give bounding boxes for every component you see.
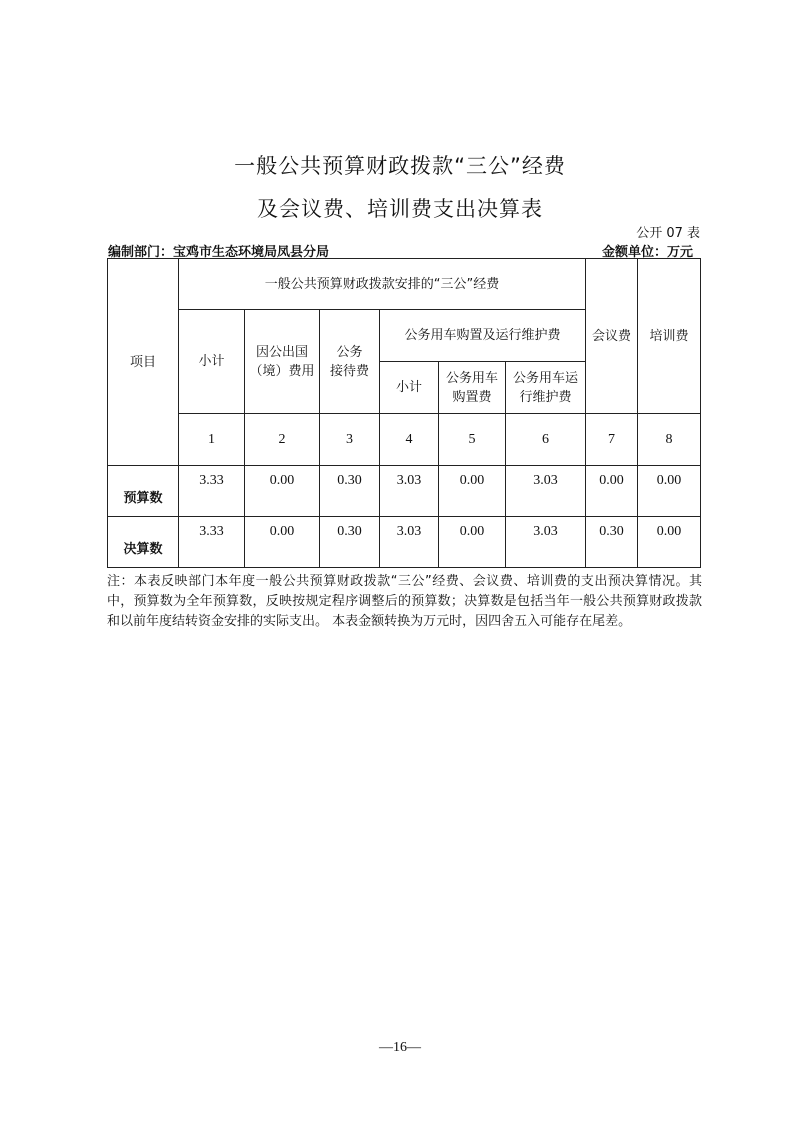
header-reception-line1: 公务 [336, 344, 363, 360]
header-vehicle-purchase-line2: 购置费 [452, 389, 492, 405]
cell-value: 0.00 [245, 517, 320, 568]
header-vehicle-subtotal: 小计 [380, 362, 439, 414]
cell-value: 3.03 [380, 466, 439, 517]
header-reception [320, 310, 380, 414]
cell-value: 3.33 [179, 466, 245, 517]
department-label: 编制部门：宝鸡市生态环境局凤县分局 [108, 245, 330, 260]
header-abroad [245, 310, 320, 414]
table-code: 公开 07 表 [636, 226, 700, 241]
cell-value: 0.00 [439, 466, 506, 517]
cell-value: 0.30 [586, 517, 638, 568]
column-index: 8 [638, 414, 701, 466]
table-row-final [108, 517, 701, 568]
header-abroad-line1: 因公出国 [255, 344, 308, 360]
header-vehicle-purchase [439, 362, 506, 414]
cell-value: 3.03 [506, 466, 586, 517]
document-title-line2: 及会议费、培训费支出决算表 [257, 197, 543, 221]
cell-value: 3.33 [179, 517, 245, 568]
unit-label: 金额单位：万元 [601, 245, 693, 260]
column-index: 1 [179, 414, 245, 466]
column-index: 5 [439, 414, 506, 466]
column-index: 3 [320, 414, 380, 466]
header-three-public-group: 一般公共预算财政拨款安排的“三公”经费 [179, 259, 586, 310]
expenditure-table [107, 258, 701, 568]
column-index: 2 [245, 414, 320, 466]
table-row-budget [108, 466, 701, 517]
column-index: 4 [380, 414, 439, 466]
cell-value: 0.30 [320, 466, 380, 517]
header-vehicle-purchase-line1: 公务用车 [445, 370, 498, 386]
cell-value: 0.00 [586, 466, 638, 517]
row-label: 决算数 [108, 517, 179, 568]
document-title-line1: 一般公共预算财政拨款“三公”经费 [234, 154, 566, 178]
header-training: 培训费 [638, 259, 701, 414]
cell-value: 3.03 [380, 517, 439, 568]
header-reception-line2: 接待费 [329, 363, 369, 379]
cell-value: 0.00 [638, 517, 701, 568]
table-note: 注：本表反映部门本年度一般公共预算财政拨款“三公”经费、会议费、培训费的支出预决算情况。其中，预算数为全年预算数，反映按规定程序调整后的预算数；决算数是包括当年一般公共预算财政拨款和以前年度结转资金安排的实际支出。 本表金额转换为万元时，因四舍五入可能存在尾差。 [107, 574, 702, 629]
header-item: 项目 [108, 259, 179, 466]
header-vehicle-running-line2: 行维护费 [519, 389, 572, 405]
header-meeting: 会议费 [586, 259, 638, 414]
column-index: 7 [586, 414, 638, 466]
cell-value: 0.30 [320, 517, 380, 568]
row-label: 预算数 [108, 466, 179, 517]
cell-value: 0.00 [439, 517, 506, 568]
header-vehicle-running [506, 362, 586, 414]
page-number: —16— [379, 1040, 421, 1055]
cell-value: 3.03 [506, 517, 586, 568]
cell-value: 0.00 [245, 466, 320, 517]
header-vehicle-group: 公务用车购置及运行维护费 [380, 310, 586, 362]
header-vehicle-running-line1: 公务用车运 [513, 370, 579, 386]
header-abroad-line2: （境）费用 [249, 363, 315, 379]
column-index: 6 [506, 414, 586, 466]
header-subtotal: 小计 [179, 310, 245, 414]
cell-value: 0.00 [638, 466, 701, 517]
